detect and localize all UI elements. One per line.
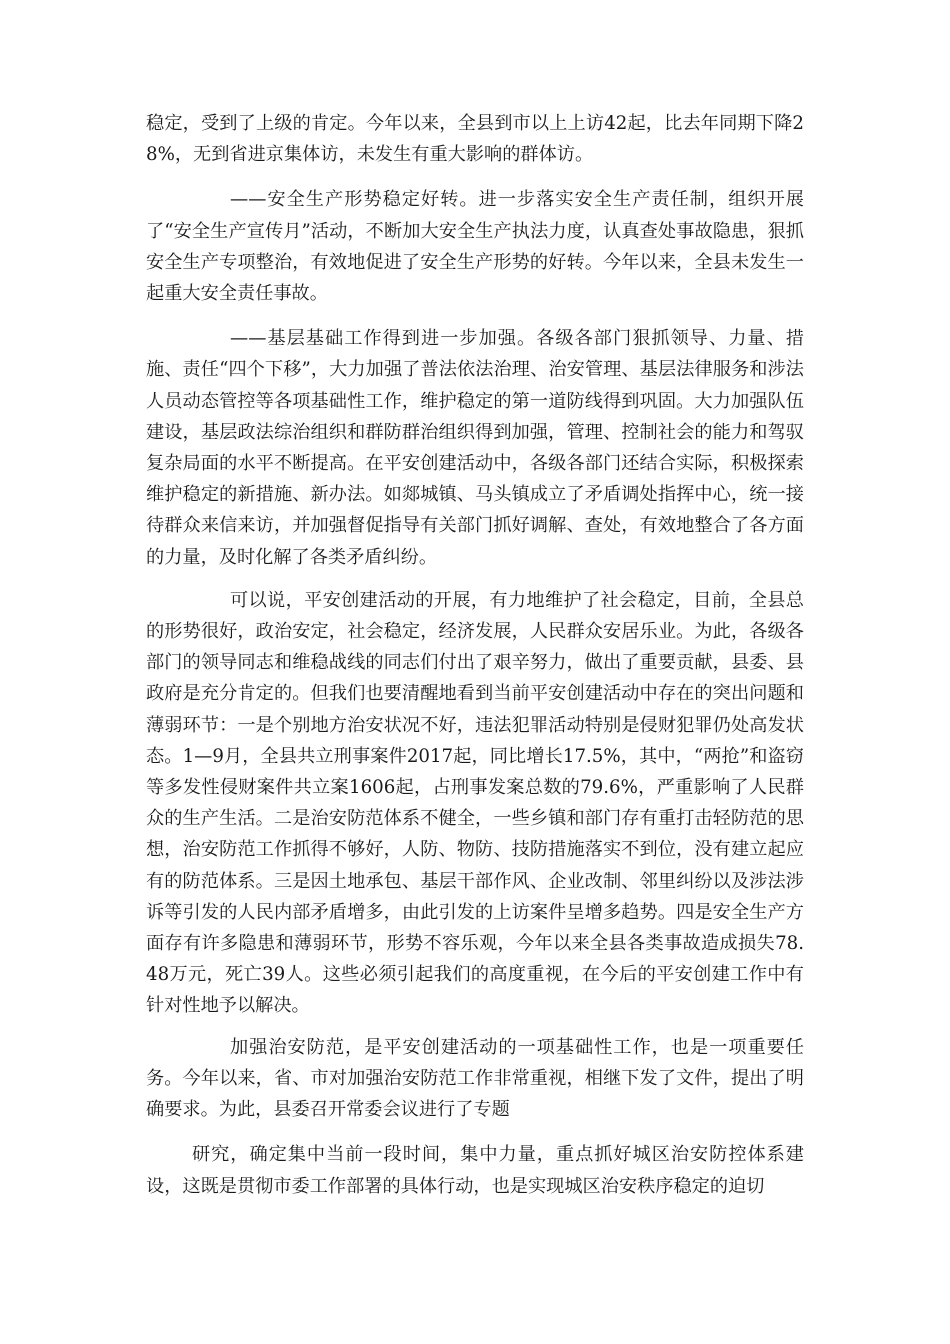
paragraph-safety-production: ——安全生产形势稳定好转。进一步落实安全生产责任制，组织开展了“安全生产宣传月”活动，不断加大安全生产执法力度，认真查处事故隐患，狠抓安全生产专项整治，有效地促进了安全生产形势的好转。今年以来，全县未发生一起重大安全责任事故。 (146, 189, 804, 305)
paragraph-petition-stats: 稳定，受到了上级的肯定。今年以来，全县到市以上上访42起，比去年同期下降28%，无到省进京集体访，未发生有重大影响的群体访。 (146, 113, 804, 166)
document-page (146, 108, 804, 1202)
paragraph-continuation: 研究，确定集中当前一段时间，集中力量，重点抓好城区治安防控体系建设，这既是贯彻市委工作部署的具体行动，也是实现城区治安秩序稳定的迫切 (146, 1144, 804, 1197)
paragraph-security-prevention: 加强治安防范，是平安创建活动的一项基础性工作，也是一项重要任务。今年以来，省、市对加强治安防范工作非常重视，相继下发了文件，提出了明确要求。为此，县委召开常委会议进行了专题 (146, 1036, 804, 1121)
paragraph-problems-summary: 可以说，平安创建活动的开展，有力地维护了社会稳定，目前，全县总的形势很好，政治安定，社会稳定，经济发展，人民群众安居乐业。为此，各级各部门的领导同志和维稳战线的同志们付出了艰辛努力，做出了重要贡献，县委、县政府是充分肯定的。但我们也要清醒地看到当前平安创建活动中存在的突出问题和薄弱环节：一是个别地方治安状况不好，违法犯罪活动特别是侵财犯罪仍处高发状态。1—9月，全县共立刑事案件2017起，同比增长17.5%，其中，“两抢”和盗窃等多发性侵财案件共立案1606起，占刑事发案总数的79.6%，严重影响了人民群众的生产生活。二是治安防范体系不健全，一些乡镇和部门存有重打击轻防范的思想，治安防范工作抓得不够好，人防、物防、技防措施落实不到位，没有建立起应有的防范体系。三是因土地承包、基层干部作风、企业改制、邻里纠纷以及涉法涉诉等引发的人民内部矛盾增多，由此引发的上访案件呈增多趋势。四是安全生产方面存有许多隐患和薄弱环节，形势不容乐观，今年以来全县各类事故造成损失78.48万元，死亡39人。这些必须引起我们的高度重视，在今后的平安创建工作中有针对性地予以解决。 (146, 589, 804, 1017)
paragraph-grassroots-work: ——基层基础工作得到进一步加强。各级各部门狠抓领导、力量、措施、责任“四个下移”，大力加强了普法依法治理、治安管理、基层法律服务和涉法人员动态管控等各项基础性工作，维护稳定的第一道防线得到巩固。大力加强队伍建设，基层政法综治组织和群防群治组织得到加强，管理、控制社会的能力和驾驭复杂局面的水平不断提高。在平安创建活动中，各级各部门还结合实际，积极探索维护稳定的新措施、新办法。如郯城镇、马头镇成立了矛盾调处指挥中心，统一接待群众来信来访，并加强督促指导有关部门抓好调解、查处，有效地整合了各方面的力量，及时化解了各类矛盾纠纷。 (146, 328, 804, 568)
